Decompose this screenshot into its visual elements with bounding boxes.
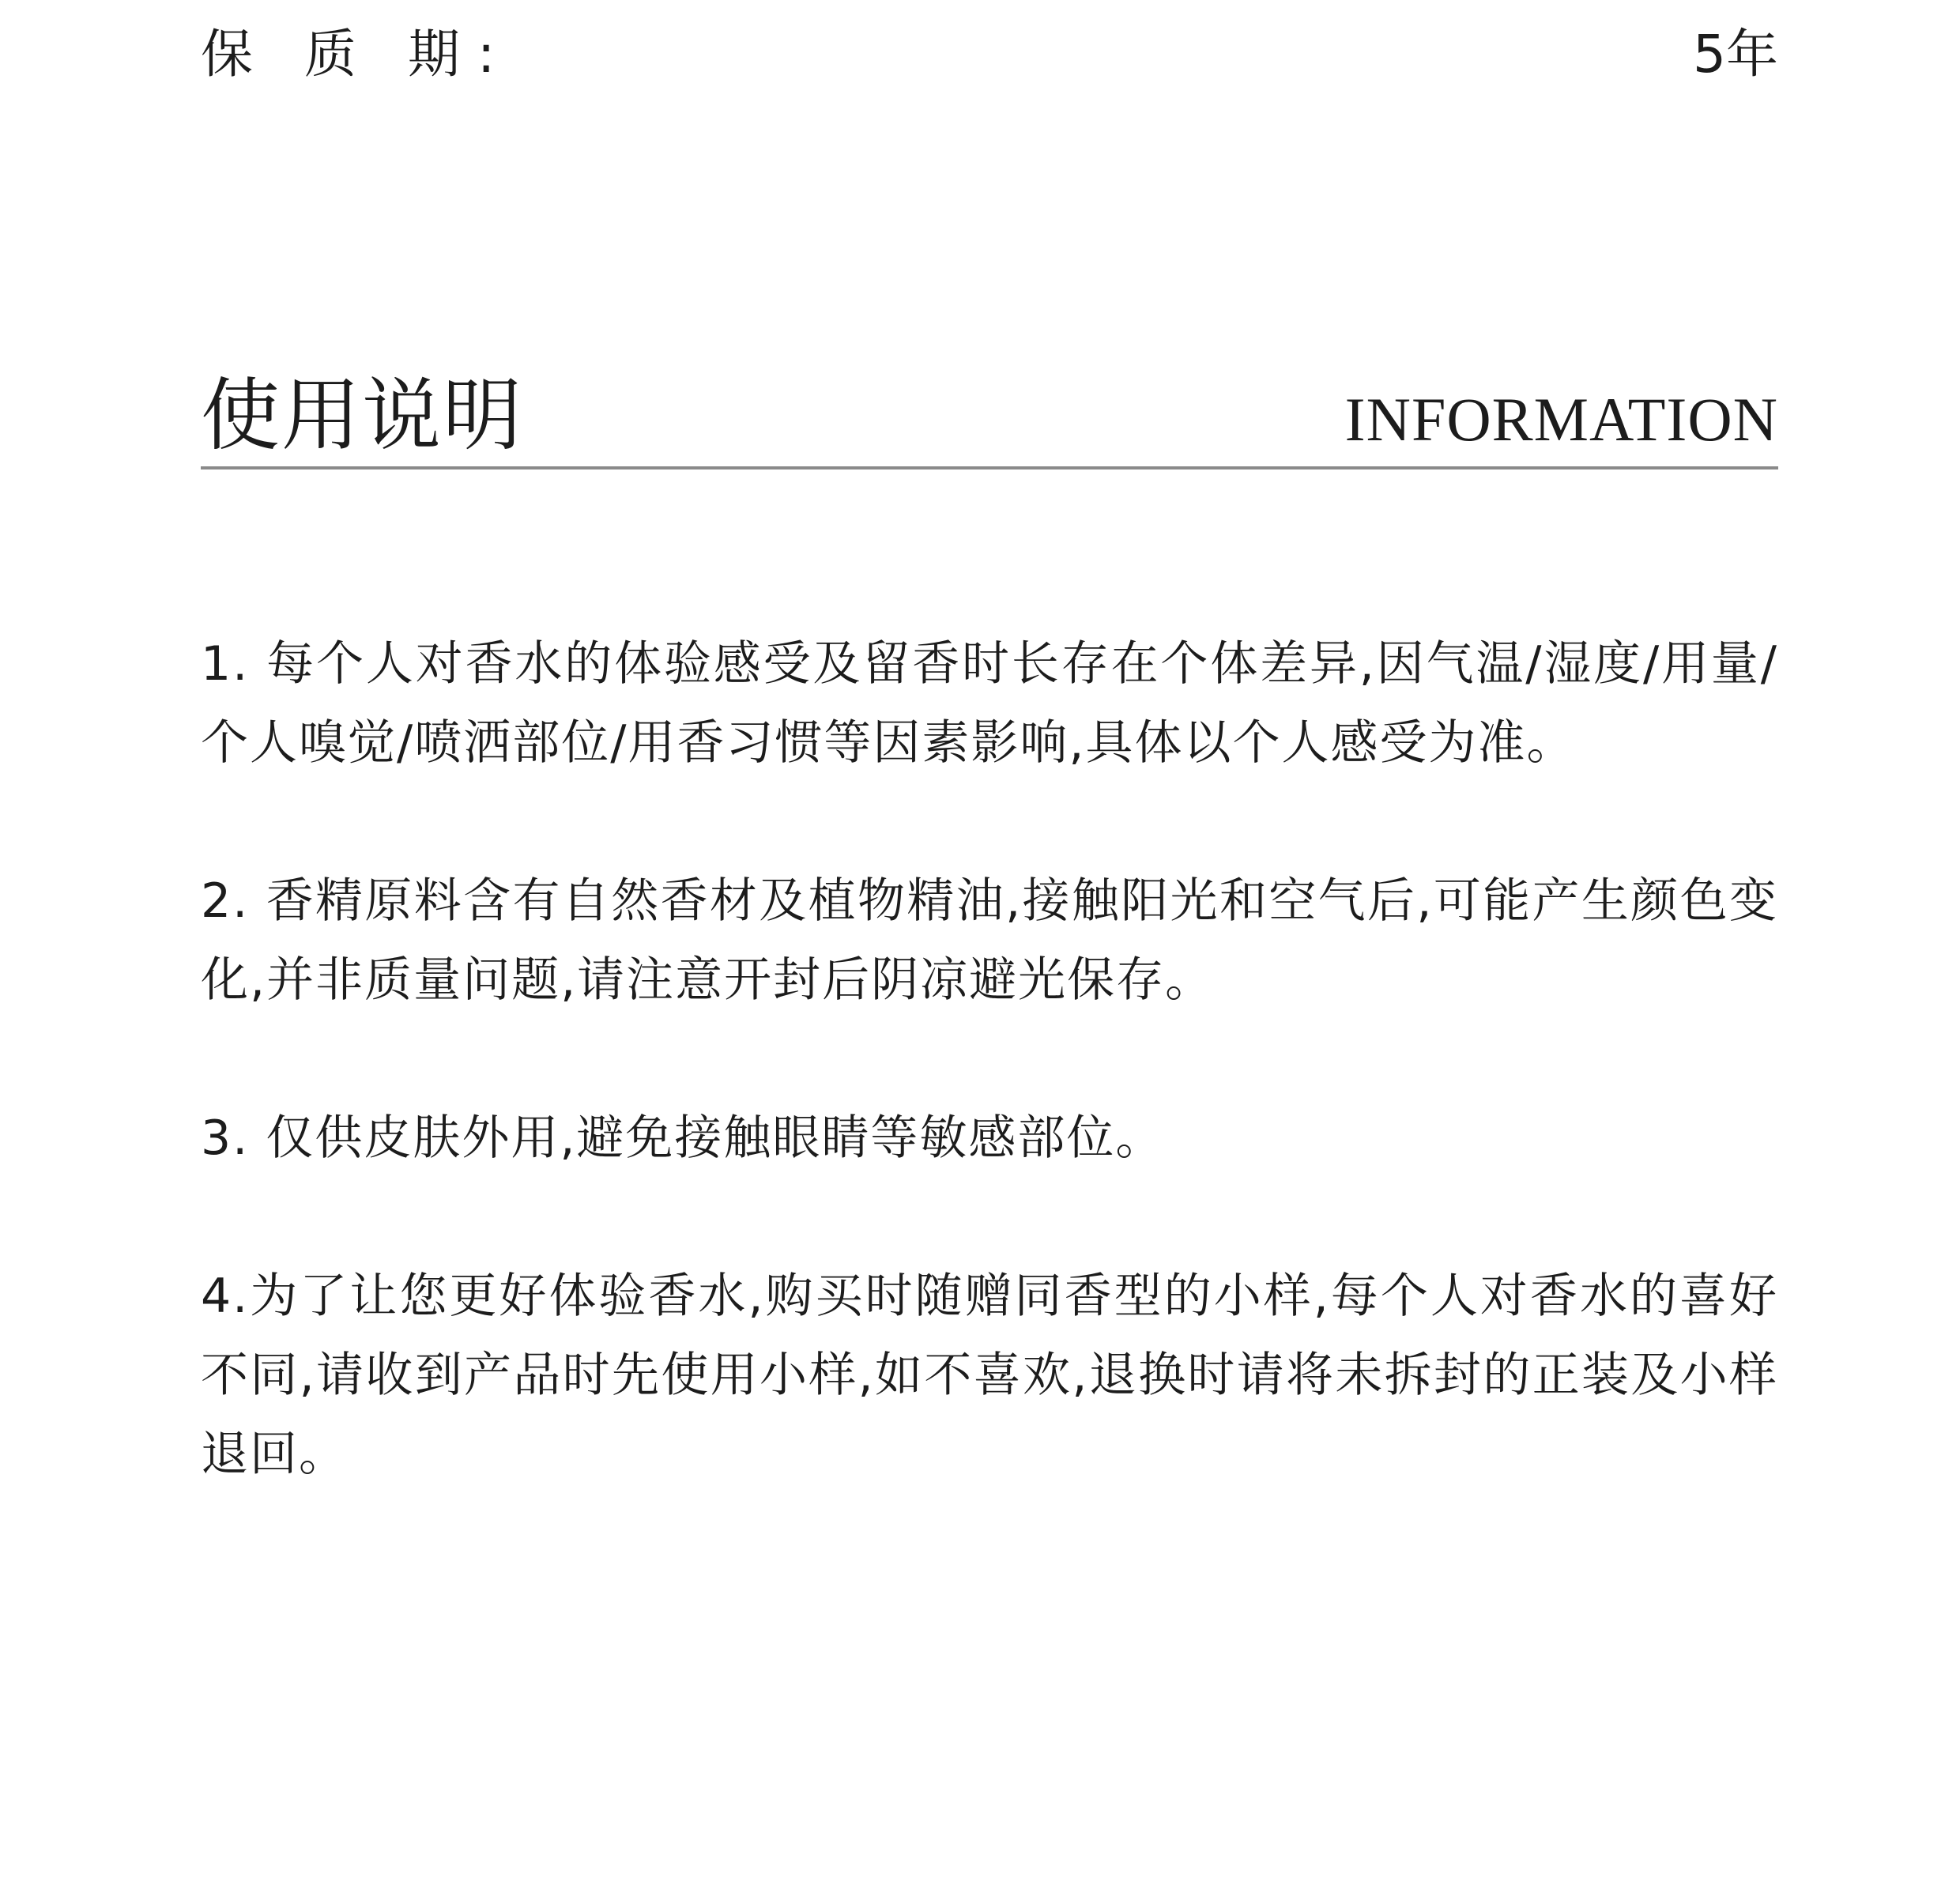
section-title: 使用说明 <box>201 369 523 462</box>
instruction-item-1: 1. 每个人对香水的体验感受及留香时长存在个体差异,因气温/湿度/用量/个人嗅觉/喷洒部位/用香习惯等因素影响,具体以个人感受为准。 <box>201 636 1778 771</box>
instructions-list <box>201 624 1778 1573</box>
shelf-life-value: 5年 <box>1693 23 1778 85</box>
shelf-life-row <box>201 9 1778 89</box>
shelf-life-label: 保 质 期: <box>201 23 513 85</box>
usage-section-header <box>201 348 1778 470</box>
section-subtitle: INFORMATION <box>1344 385 1778 454</box>
instruction-item-3: 3. 仅供皮肤外用,避免接触眼睛等敏感部位。 <box>201 1111 1165 1166</box>
instruction-item-4: 4.为了让您更好体验香水,购买时随赠同香型的小样,每个人对香水的喜好不同,请收到产品时先使用小样,如不喜欢,退换时请将未拆封的正装及小样退回。 <box>201 1269 1778 1482</box>
instruction-item-2: 2. 香精原料含有自然香材及植物精油,接触阳光和空气后,可能产生颜色变化,并非质量问题,请注意开封后阴凉避光保存。 <box>201 873 1778 1008</box>
